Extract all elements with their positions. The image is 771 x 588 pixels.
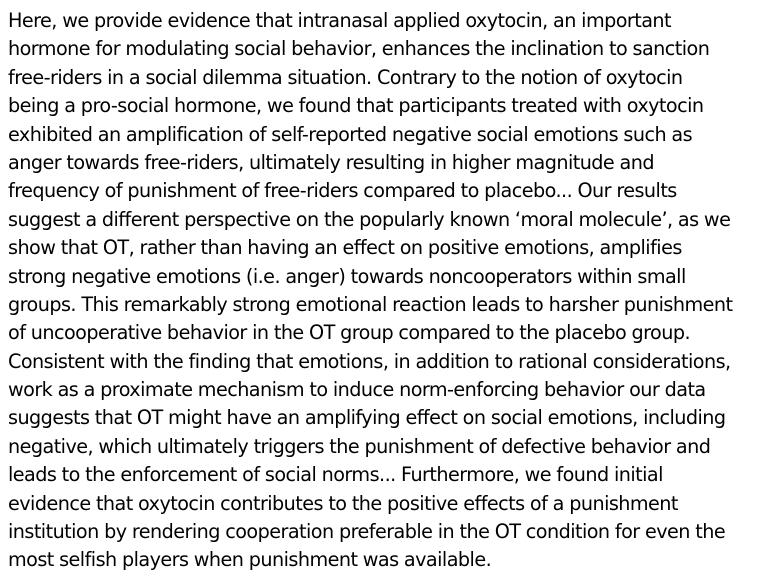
quoted-paragraph bbox=[8, 7, 770, 575]
text-line: free-riders in a social dilemma situation. Contrary to the notion of oxytocin bbox=[8, 65, 683, 89]
text-line: work as a proximate mechanism to induce norm-enforcing behavior our data bbox=[8, 378, 706, 402]
text-line: leads to the enforcement of social norms... Furthermore, we found initial bbox=[8, 463, 663, 487]
text-line: Consistent with the finding that emotions, in addition to rational considerations, bbox=[8, 349, 731, 373]
text-line: institution by rendering cooperation preferable in the OT condition for even the bbox=[8, 520, 726, 544]
text-line: groups. This remarkably strong emotional reaction leads to harsher punishment bbox=[8, 292, 733, 316]
text-line: suggest a different perspective on the popularly known ‘moral molecule’, as we bbox=[8, 207, 731, 231]
text-line: anger towards free-riders, ultimately resulting in higher magnitude and bbox=[8, 150, 654, 174]
text-line: frequency of punishment of free-riders compared to placebo... Our results bbox=[8, 179, 677, 203]
text-line: of uncooperative behavior in the OT group compared to the placebo group. bbox=[8, 321, 691, 345]
text-line: negative, which ultimately triggers the punishment of defective behavior and bbox=[8, 434, 711, 458]
text-line: hormone for modulating social behavior, enhances the inclination to sanction bbox=[8, 37, 710, 61]
text-line: strong negative emotions (i.e. anger) towards noncooperators within small bbox=[8, 264, 686, 288]
text-line: show that OT, rather than having an effect on positive emotions, amplifies bbox=[8, 236, 682, 260]
text-line: Here, we provide evidence that intranasal applied oxytocin, an important bbox=[8, 9, 672, 32]
text-line: suggests that OT might have an amplifying effect on social emotions, including bbox=[8, 406, 726, 430]
text-line: exhibited an amplification of self-reported negative social emotions such as bbox=[8, 122, 693, 146]
text-line: most selfish players when punishment was available. bbox=[8, 548, 492, 572]
text-line: being a pro-social hormone, we found that participants treated with oxytocin bbox=[8, 94, 704, 118]
text-line: evidence that oxytocin contributes to the positive effects of a punishment bbox=[8, 491, 678, 515]
